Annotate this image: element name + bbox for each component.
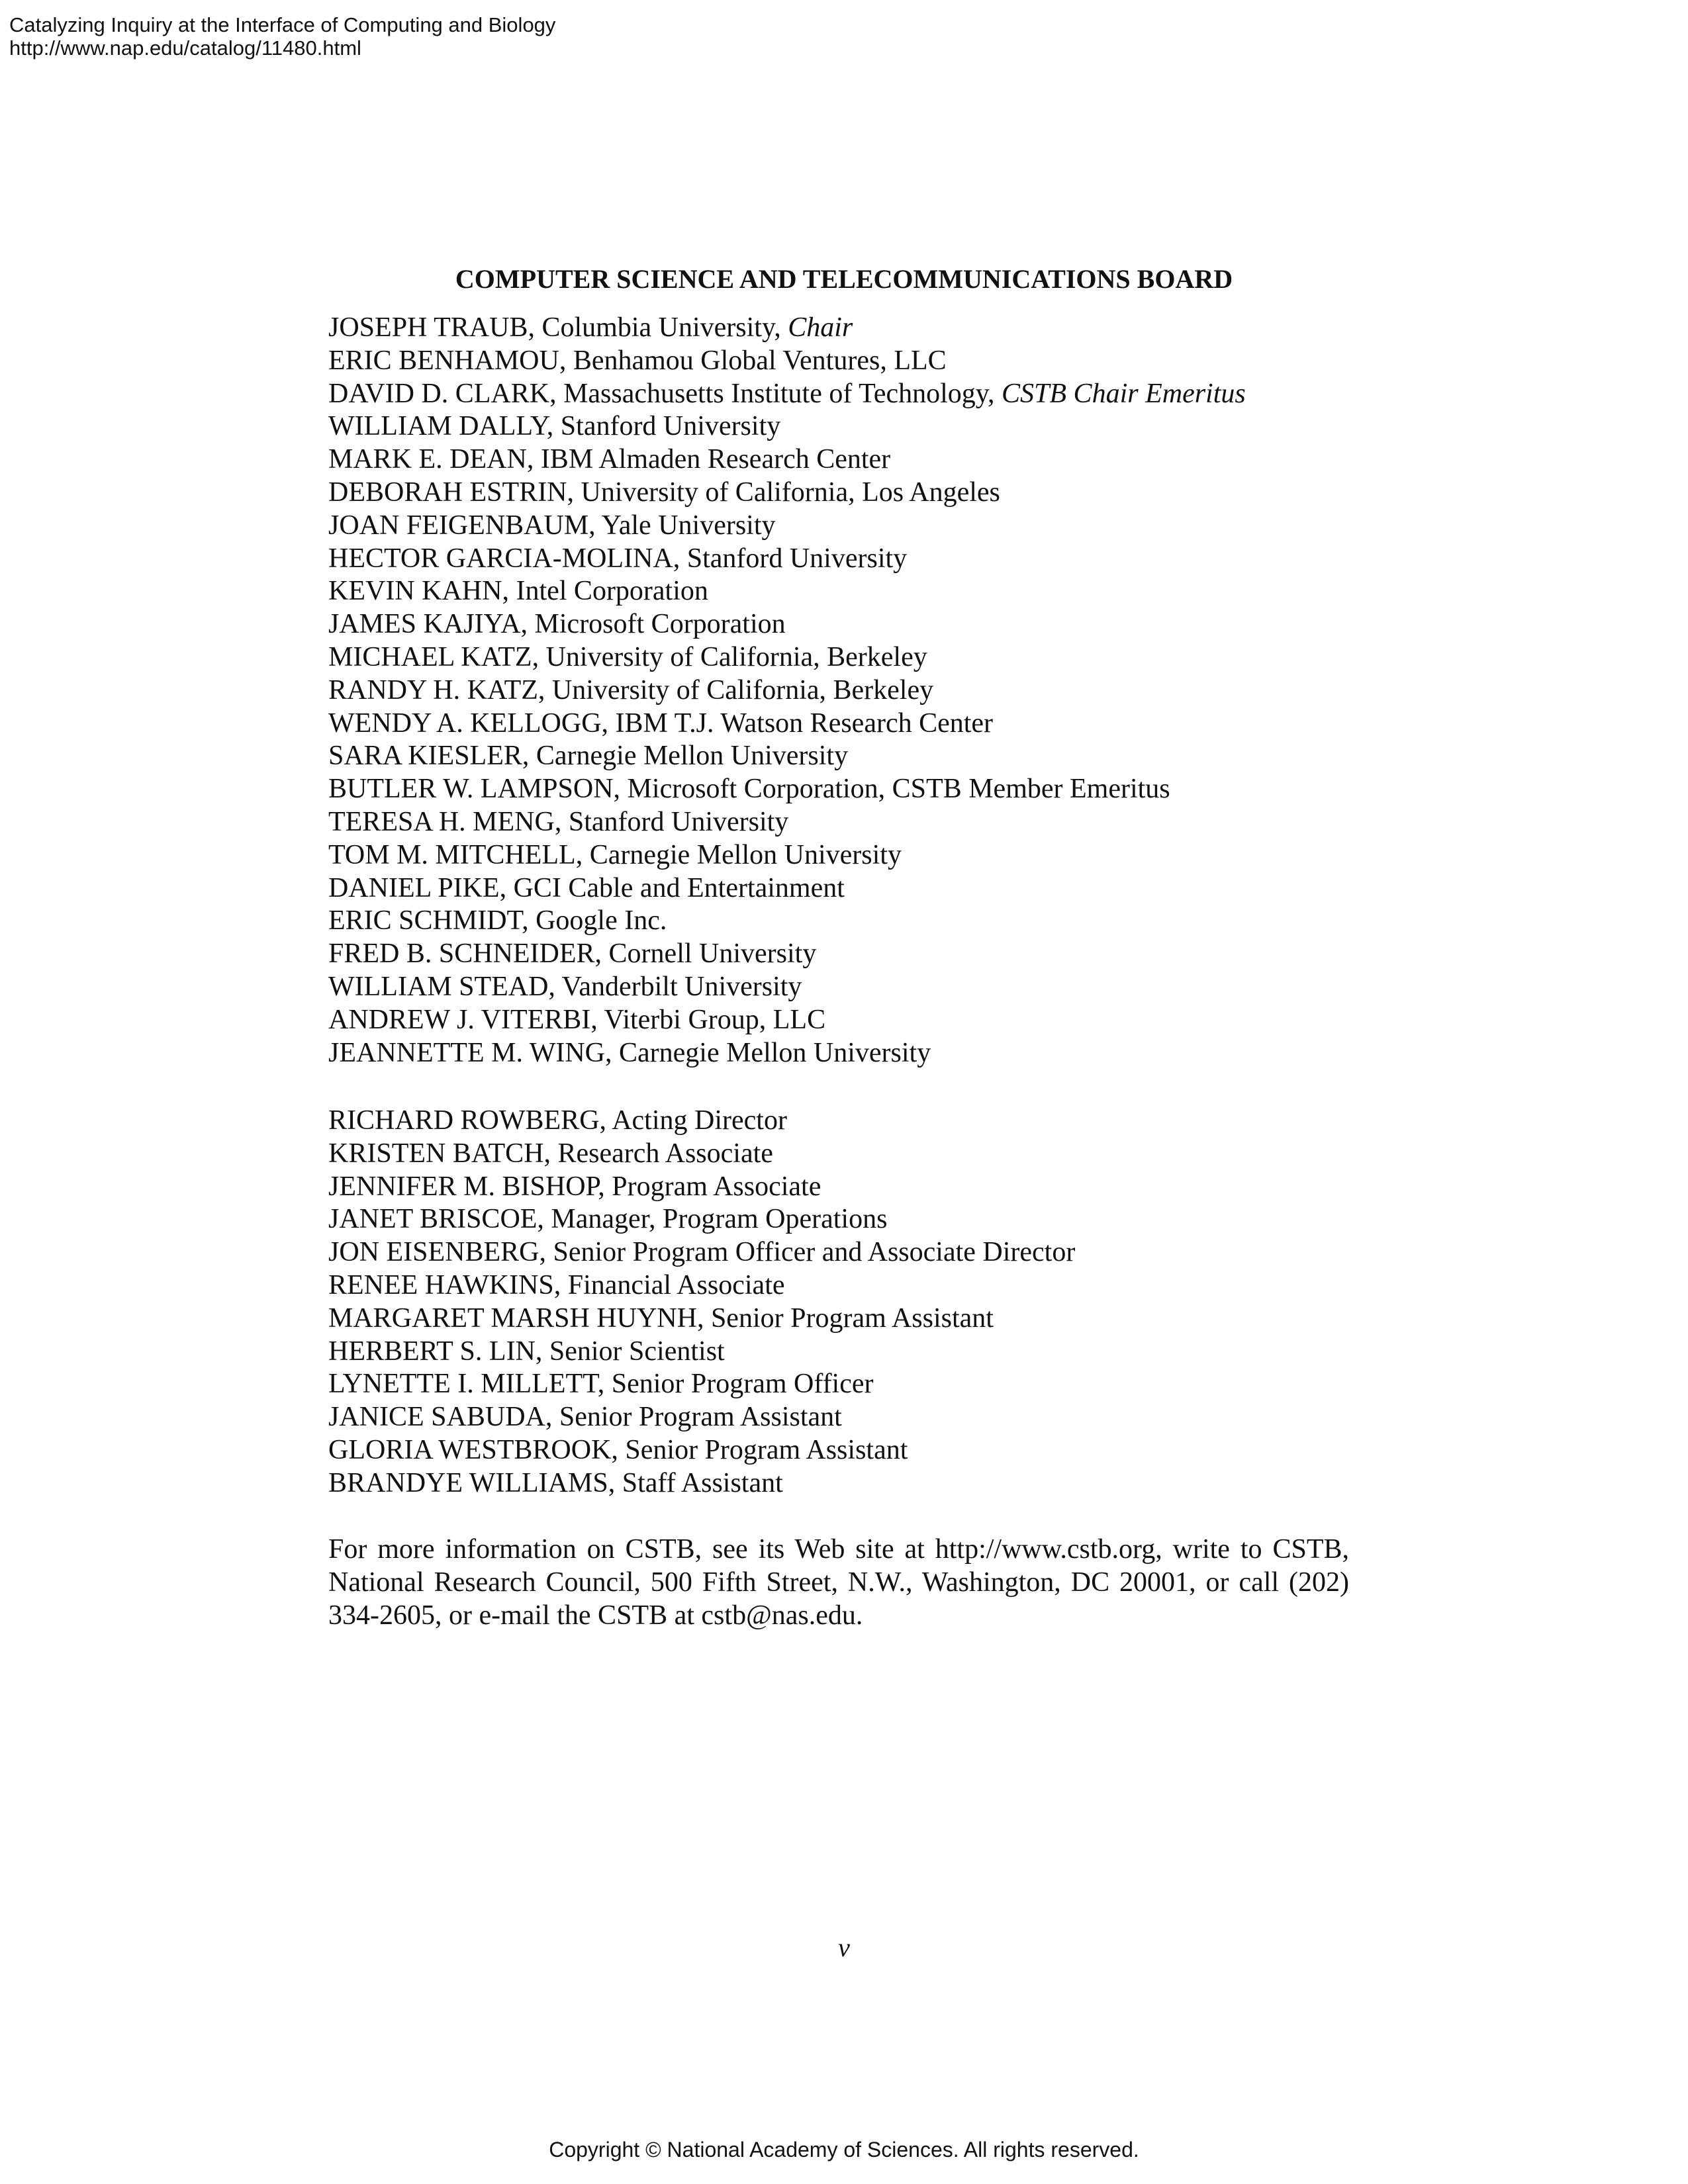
board-member-list bbox=[328, 312, 1361, 1069]
board-member bbox=[328, 938, 1361, 971]
board-member bbox=[328, 806, 1361, 839]
board-member-text: MICHAEL KATZ, University of California, Berkeley bbox=[328, 641, 927, 672]
document-url[interactable]: http://www.nap.edu/catalog/11480.html bbox=[9, 36, 361, 60]
board-member bbox=[328, 510, 1361, 543]
staff-member: JANICE SABUDA, Senior Program Assistant bbox=[328, 1402, 842, 1433]
board-member-text: DAVID D. CLARK, Massachusetts Institute of Technology, bbox=[328, 378, 1002, 409]
board-member bbox=[328, 575, 1361, 608]
document-title: Catalyzing Inquiry at the Interface of Computing and Biology bbox=[9, 13, 556, 36]
board-member-text: JOAN FEIGENBAUM, Yale University bbox=[328, 510, 776, 541]
board-member bbox=[328, 312, 1361, 345]
staff-list bbox=[328, 1105, 1361, 1500]
staff-member: GLORIA WESTBROOK, Senior Program Assistant bbox=[328, 1434, 908, 1465]
staff-member: KRISTEN BATCH, Research Associate bbox=[328, 1138, 773, 1169]
copyright-notice: Copyright © National Academy of Sciences. All rights reserved. bbox=[549, 2138, 1139, 2161]
board-member-text: RANDY H. KATZ, University of California, Berkeley bbox=[328, 674, 934, 705]
board-member-text: TERESA H. MENG, Stanford University bbox=[328, 806, 789, 837]
staff-member: RICHARD ROWBERG, Acting Director bbox=[328, 1105, 787, 1136]
board-member bbox=[328, 443, 1361, 477]
board-member bbox=[328, 378, 1361, 411]
board-member-text: JEANNETTE M. WING, Carnegie Mellon University bbox=[328, 1037, 931, 1068]
board-member-role: CSTB Chair Emeritus bbox=[1002, 378, 1246, 409]
board-member bbox=[328, 971, 1361, 1004]
board-member-text: WILLIAM DALLY, Stanford University bbox=[328, 411, 781, 442]
staff-member: JON EISENBERG, Senior Program Officer and Associate Director bbox=[328, 1237, 1076, 1268]
board-member bbox=[328, 1037, 1361, 1070]
staff-member: MARGARET MARSH HUYNH, Senior Program Assistant bbox=[328, 1302, 994, 1334]
board-member bbox=[328, 641, 1361, 674]
board-member-text: ERIC BENHAMOU, Benhamou Global Ventures, LLC bbox=[328, 345, 947, 376]
board-member-text: SARA KIESLER, Carnegie Mellon University bbox=[328, 741, 849, 772]
board-member bbox=[328, 905, 1361, 938]
board-member-text: WILLIAM STEAD, Vanderbilt University bbox=[328, 971, 802, 1002]
board-member-text: TOM M. MITCHELL, Carnegie Mellon University bbox=[328, 839, 902, 870]
board-member bbox=[328, 608, 1361, 641]
board-member bbox=[328, 1004, 1361, 1037]
staff-member: HERBERT S. LIN, Senior Scientist bbox=[328, 1336, 725, 1367]
board-member-text: ERIC SCHMIDT, Google Inc. bbox=[328, 905, 667, 936]
board-member-text: ANDREW J. VITERBI, Viterbi Group, LLC bbox=[328, 1004, 826, 1035]
board-member-text: DANIEL PIKE, GCI Cable and Entertainment bbox=[328, 872, 845, 903]
board-member bbox=[328, 773, 1361, 806]
board-member-text: BUTLER W. LAMPSON, Microsoft Corporation, CSTB Member Emeritus bbox=[328, 774, 1170, 805]
board-member-text: FRED B. SCHNEIDER, Cornell University bbox=[328, 938, 817, 970]
staff-member: RENEE HAWKINS, Financial Associate bbox=[328, 1269, 785, 1300]
staff-member: JENNIFER M. BISHOP, Program Associate bbox=[328, 1171, 821, 1202]
board-member bbox=[328, 477, 1361, 510]
board-member-role: Chair bbox=[788, 312, 853, 343]
board-title: COMPUTER SCIENCE AND TELECOMMUNICATIONS BOARD bbox=[455, 264, 1233, 294]
board-member-text: JOSEPH TRAUB, Columbia University, bbox=[328, 312, 788, 343]
board-member bbox=[328, 872, 1361, 905]
board-member bbox=[328, 674, 1361, 707]
board-member bbox=[328, 707, 1361, 741]
board-member-text: JAMES KAJIYA, Microsoft Corporation bbox=[328, 609, 786, 640]
board-member-text: DEBORAH ESTRIN, University of California, Los Angeles bbox=[328, 477, 1000, 508]
staff-member: BRANDYE WILLIAMS, Staff Assistant bbox=[328, 1467, 783, 1498]
staff-member: LYNETTE I. MILLETT, Senior Program Officer bbox=[328, 1369, 874, 1400]
board-member-text: KEVIN KAHN, Intel Corporation bbox=[328, 576, 708, 607]
board-member bbox=[328, 740, 1361, 773]
page-number: v bbox=[838, 1933, 850, 1962]
board-member bbox=[328, 543, 1361, 576]
board-member bbox=[328, 839, 1361, 872]
board-member bbox=[328, 410, 1361, 443]
staff-member: JANET BRISCOE, Manager, Program Operations bbox=[328, 1204, 888, 1235]
board-member-text: HECTOR GARCIA-MOLINA, Stanford University bbox=[328, 543, 908, 574]
contact-info-paragraph: For more information on CSTB, see its Web site at http://www.cstb.org, write to CSTB, National Research Council, 500 Fifth Street, N.W., Washington, DC 20001, or call (202) 334-2605, or e-mail the CSTB at cstb@nas.edu. bbox=[328, 1534, 1349, 1631]
board-member-text: MARK E. DEAN, IBM Almaden Research Center bbox=[328, 444, 891, 475]
board-member-text: WENDY A. KELLOGG, IBM T.J. Watson Research Center bbox=[328, 707, 994, 739]
board-member bbox=[328, 345, 1361, 378]
